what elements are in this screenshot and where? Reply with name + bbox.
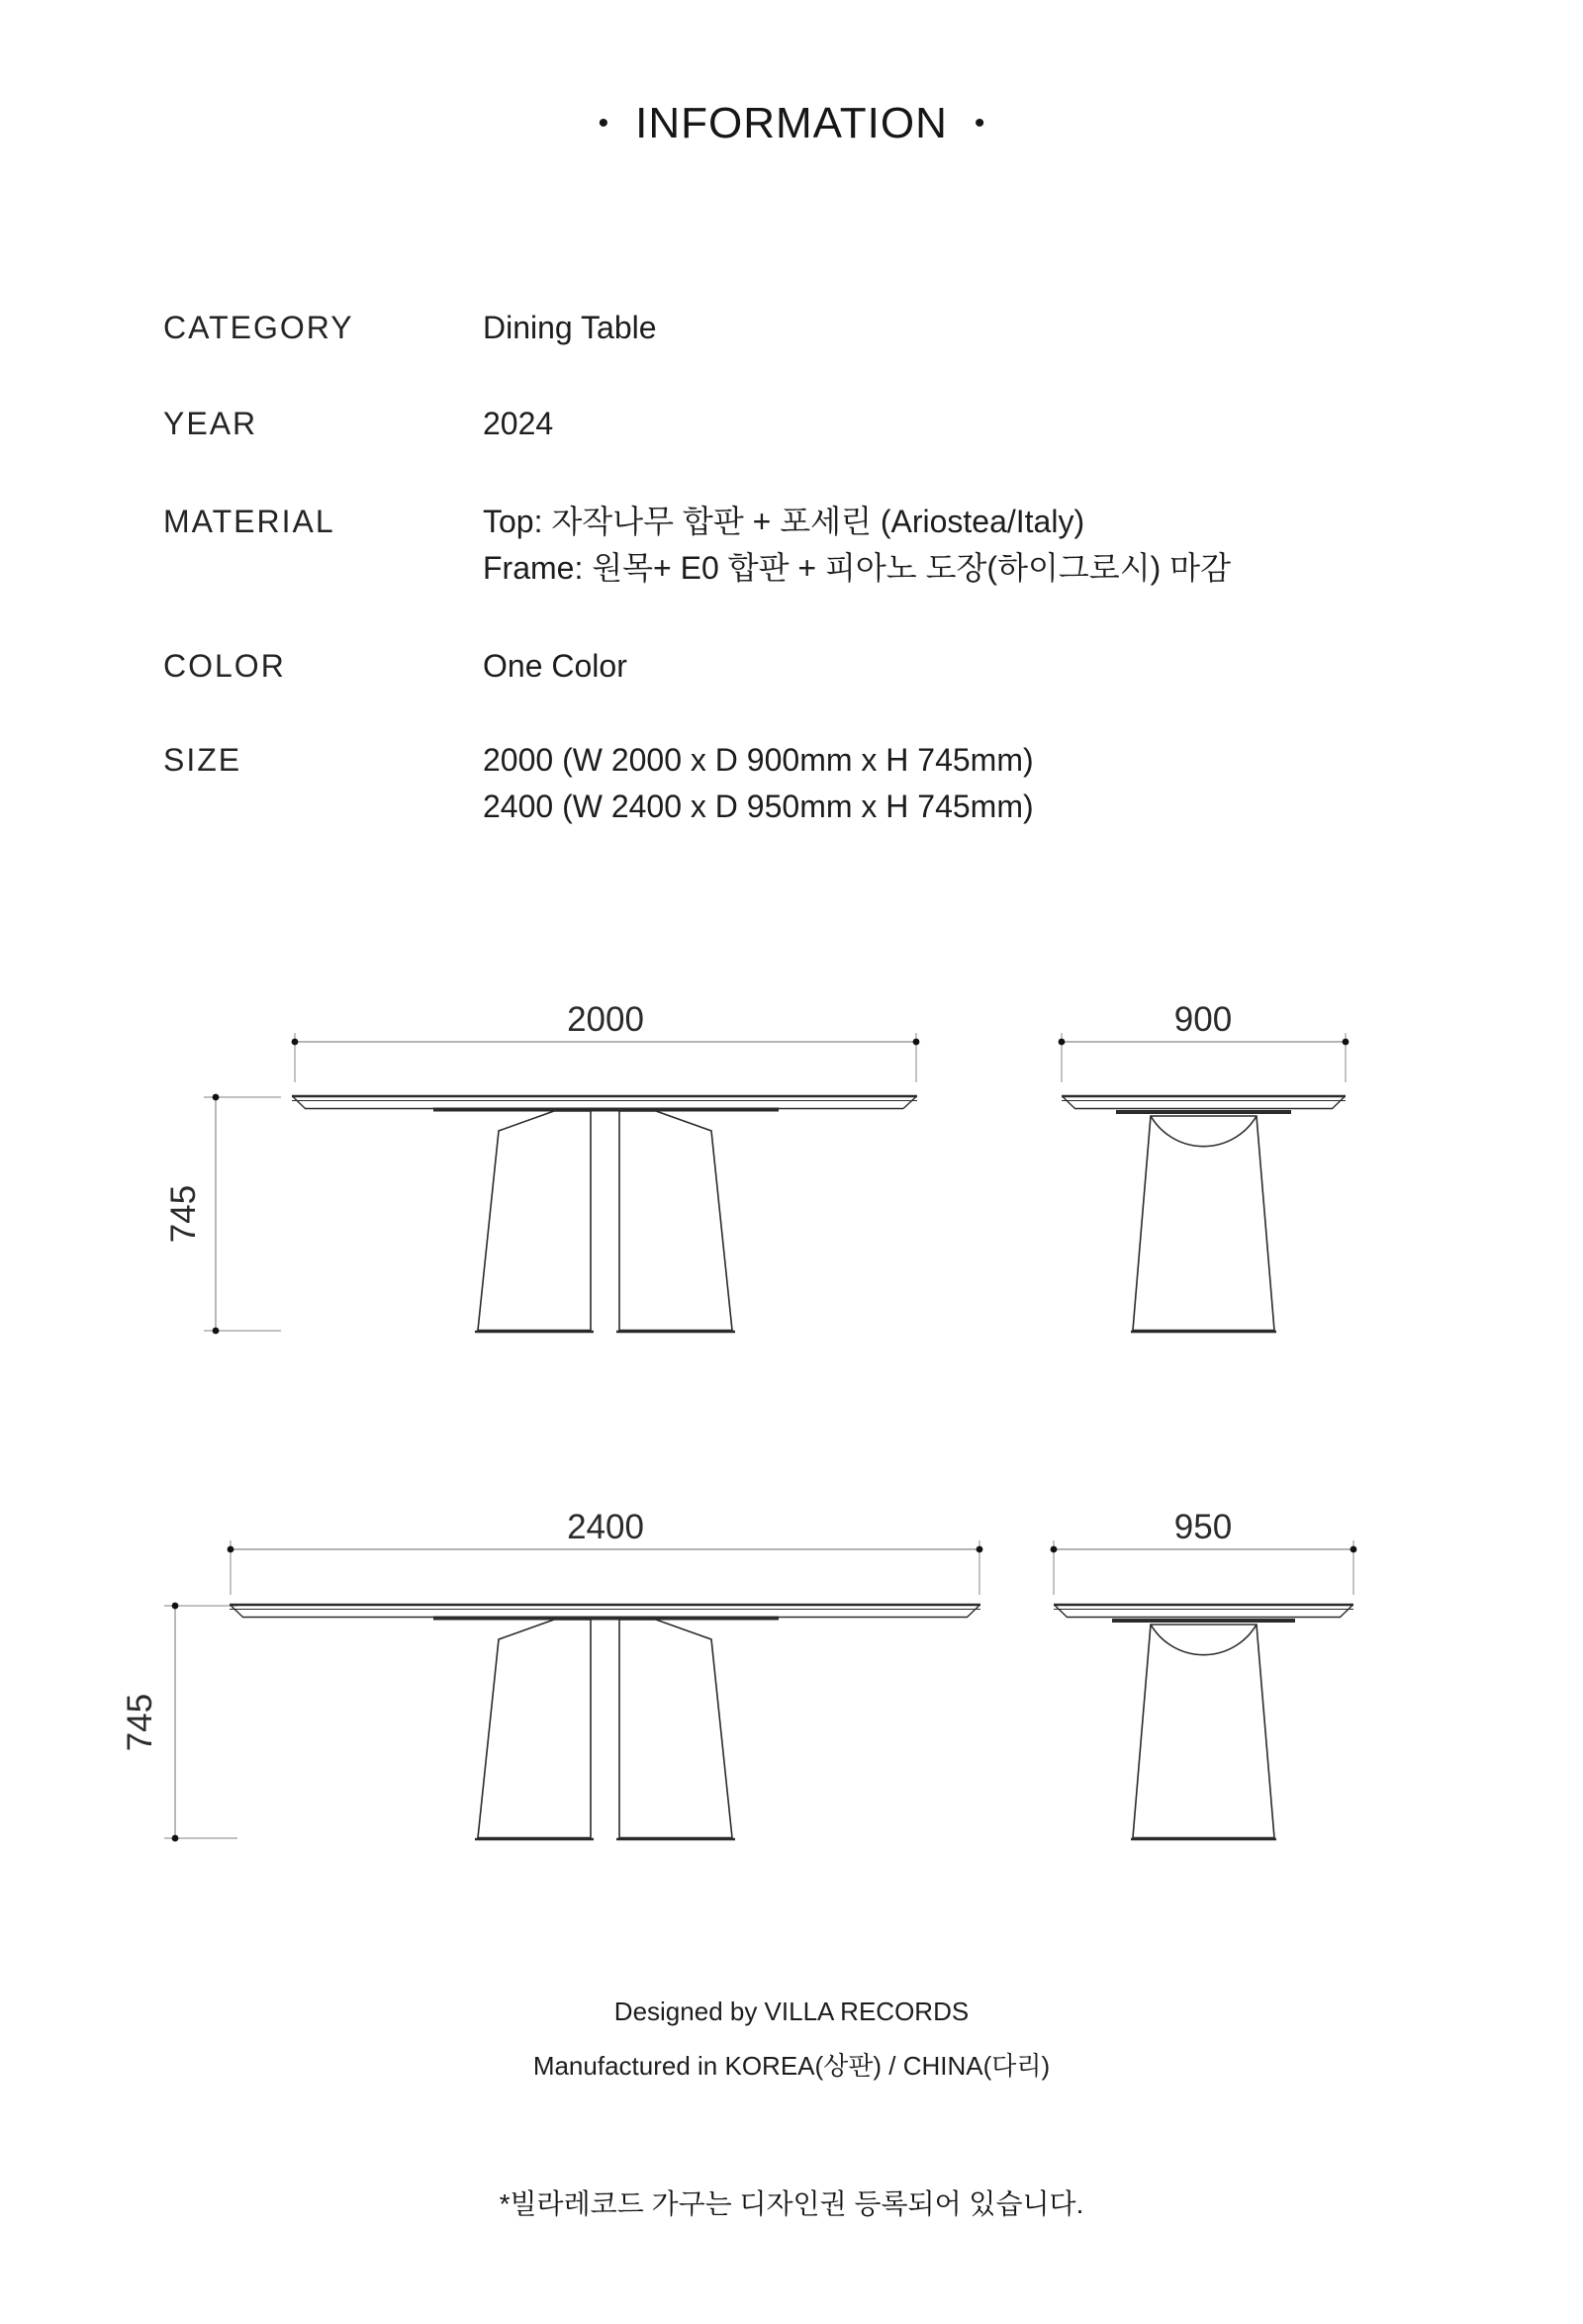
drawing-side-950 [1051,1508,1357,1839]
manufactured-text: Manufactured in KOREA(상판) / CHINA(다리) [532,2051,1051,2081]
dimension-dot [1059,1039,1066,1046]
spec-label-color: COLOR [163,648,286,684]
dimension-dot [977,1546,983,1553]
page-title-text: INFORMATION [635,99,948,147]
tabletop-bevel-left [1063,1096,1075,1109]
title-bullet-right: • [974,107,985,139]
tabletop-bevel-left [231,1605,243,1618]
spec-value-color: One Color [483,648,627,684]
tabletop-bevel-right [903,1096,917,1109]
pedestal-outline [1133,1116,1274,1331]
spec-label-category: CATEGORY [163,310,354,345]
design-rights-notice: *빌라레코드 가구는 디자인권 등록되어 있습니다. [499,2188,1084,2219]
tabletop-bevel-left [293,1096,306,1109]
drawing-side-900 [1059,1000,1350,1332]
tabletop-bevel-right [1341,1605,1353,1618]
dimension-dot [1343,1039,1350,1046]
size-2000-line: 2000 (W 2000 x D 900mm x H 745mm) [483,742,1034,778]
dimension-dot [213,1094,220,1101]
dim-label-width-2000: 2000 [567,1000,644,1039]
dimension-dot [1350,1546,1357,1553]
designed-by-text: Designed by VILLA RECORDS [613,1997,970,2026]
tabletop-bevel-right [1333,1096,1346,1109]
material-frame-line: Frame: 원목+ E0 합판 + 피아노 도장(하이그로시) 마감 [483,550,1231,586]
dimension-dot [913,1039,920,1046]
drawing-front-2000 [164,1000,919,1334]
dim-label-height-745: 745 [164,1184,203,1244]
leg-right [619,1111,732,1331]
size-2400-line: 2400 (W 2400 x D 950mm x H 745mm) [483,789,1034,824]
dim-label-height-745: 745 [121,1693,159,1752]
spec-label-year: YEAR [163,406,258,441]
tabletop-bevel-left [1055,1605,1068,1618]
material-top-line: Top: 자작나무 합판 + 포세린 (Ariostea/Italy) [483,504,1085,539]
dimension-dot [292,1039,299,1046]
dimension-dot [228,1546,234,1553]
dim-label-depth-900: 900 [1173,1000,1233,1039]
dimension-dot [213,1328,220,1335]
dim-label-width-2400: 2400 [567,1508,644,1546]
spec-value-year: 2024 [483,406,554,441]
drawing-front-2400 [121,1508,982,1841]
tabletop-bevel-right [968,1605,980,1618]
dimension-dot [1051,1546,1058,1553]
title-bullet-left: • [598,107,609,139]
dimension-dot [172,1603,179,1610]
spec-value-category: Dining Table [483,310,657,345]
spec-label-size: SIZE [163,742,242,778]
leg-left [478,1620,591,1838]
spec-label-material: MATERIAL [163,504,335,539]
leg-left [478,1111,591,1331]
pedestal-outline [1133,1625,1274,1838]
dimension-dot [172,1835,179,1842]
leg-right [619,1620,732,1838]
dim-label-depth-950: 950 [1173,1508,1233,1546]
